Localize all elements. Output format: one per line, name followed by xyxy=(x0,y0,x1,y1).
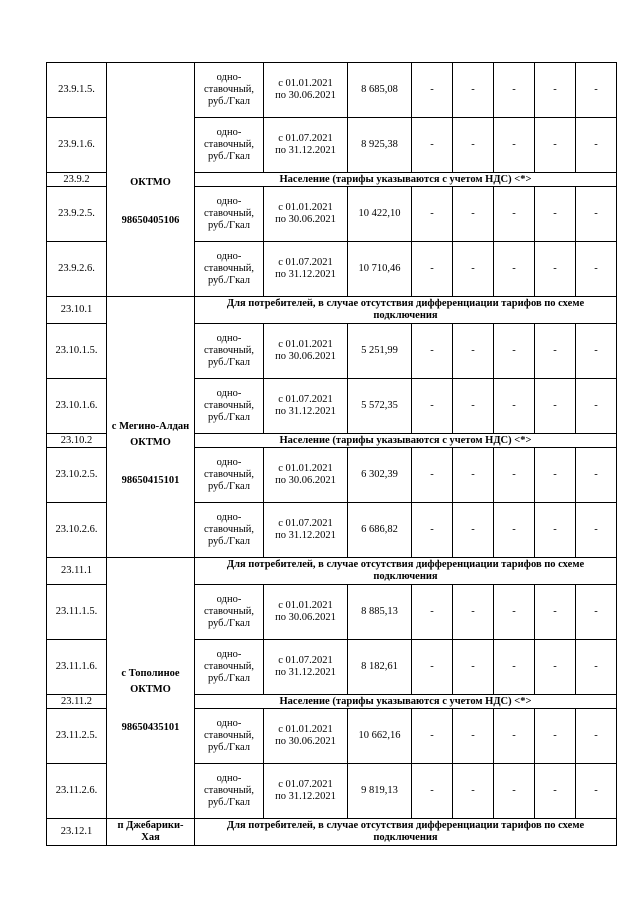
empty-value-dash: - xyxy=(576,585,617,640)
tariff-value: 8 685,08 xyxy=(348,63,412,118)
tariff-type-line: ставочный, xyxy=(203,661,255,672)
location-cell xyxy=(107,558,195,819)
empty-value-dash: - xyxy=(576,63,617,118)
tariff-type-line: ставочный, xyxy=(203,785,255,796)
row-code: 23.11.2.6. xyxy=(47,764,107,819)
empty-value-dash: - xyxy=(494,187,535,242)
empty-value-dash: - xyxy=(453,118,494,173)
empty-value-dash: - xyxy=(412,448,453,503)
empty-value-dash: - xyxy=(535,118,576,173)
oktmo-label: ОКТМО xyxy=(130,177,171,188)
period-line: с 01.01.2021 xyxy=(278,202,333,213)
empty-value-dash: - xyxy=(412,709,453,764)
tariff-type-line: руб./Гкал xyxy=(207,618,251,629)
tariff-type-line: руб./Гкал xyxy=(207,412,251,423)
empty-value-dash: - xyxy=(453,448,494,503)
location-name: с Тополиное xyxy=(121,668,180,679)
period-line: по 31.12.2021 xyxy=(275,667,336,678)
tariff-type-line: ставочный, xyxy=(203,606,255,617)
empty-value-dash: - xyxy=(576,379,617,434)
tariff-type-line: ставочный, xyxy=(203,730,255,741)
tariff-value: 9 819,13 xyxy=(348,764,412,819)
row-code: 23.10.1.6. xyxy=(47,379,107,434)
empty-value-dash: - xyxy=(412,242,453,297)
tariff-type-line: руб./Гкал xyxy=(207,742,251,753)
empty-value-dash: - xyxy=(535,764,576,819)
period-line: по 31.12.2021 xyxy=(275,269,336,280)
tariff-type-line: руб./Гкал xyxy=(207,481,251,492)
empty-value-dash: - xyxy=(535,503,576,558)
tariff-type xyxy=(195,63,264,118)
empty-value-dash: - xyxy=(494,503,535,558)
empty-value-dash: - xyxy=(494,585,535,640)
period xyxy=(264,187,348,242)
section-header-row xyxy=(47,297,617,324)
period xyxy=(264,379,348,434)
empty-value-dash: - xyxy=(535,63,576,118)
empty-value-dash: - xyxy=(453,63,494,118)
row-code: 23.10.1.5. xyxy=(47,324,107,379)
tariff-type-line: одно- xyxy=(216,457,242,468)
empty-value-dash: - xyxy=(494,709,535,764)
period-line: по 30.06.2021 xyxy=(275,90,336,101)
row-code: 23.9.1.6. xyxy=(47,118,107,173)
location-cell xyxy=(107,819,195,846)
tariff-type-line: одно- xyxy=(216,127,242,138)
period xyxy=(264,503,348,558)
tariff-value: 8 182,61 xyxy=(348,640,412,695)
empty-value-dash: - xyxy=(412,585,453,640)
tariff-type-line: одно- xyxy=(216,388,242,399)
tariff-type-line: одно- xyxy=(216,512,242,523)
empty-value-dash: - xyxy=(494,640,535,695)
period-line: с 01.07.2021 xyxy=(278,257,333,268)
section-header: Для потребителей, в случае отсутствия дифференциации тарифов по схеме подключения xyxy=(195,819,617,846)
tariff-type xyxy=(195,379,264,434)
tariff-type-line: ставочный, xyxy=(203,208,255,219)
period xyxy=(264,585,348,640)
period-line: по 30.06.2021 xyxy=(275,612,336,623)
empty-value-dash: - xyxy=(576,118,617,173)
period-line: по 30.06.2021 xyxy=(275,475,336,486)
empty-value-dash: - xyxy=(453,585,494,640)
tariff-type-line: ставочный, xyxy=(203,139,255,150)
section-header: Для потребителей, в случае отсутствия дифференциации тарифов по схеме подключения xyxy=(195,558,617,585)
tariff-value: 10 422,10 xyxy=(348,187,412,242)
row-code: 23.11.1 xyxy=(47,558,107,585)
period-line: с 01.01.2021 xyxy=(278,600,333,611)
empty-value-dash: - xyxy=(576,503,617,558)
oktmo-code: 98650435101 xyxy=(121,722,180,733)
period-line: с 01.07.2021 xyxy=(278,518,333,529)
empty-value-dash: - xyxy=(453,709,494,764)
tariff-type-line: руб./Гкал xyxy=(207,220,251,231)
empty-value-dash: - xyxy=(494,242,535,297)
row-code: 23.11.2 xyxy=(47,695,107,709)
location-cell xyxy=(107,63,195,297)
empty-value-dash: - xyxy=(494,324,535,379)
tariff-type-line: руб./Гкал xyxy=(207,96,251,107)
tariff-type-line: ставочный, xyxy=(203,469,255,480)
tariff-type-line: руб./Гкал xyxy=(207,536,251,547)
empty-value-dash: - xyxy=(576,640,617,695)
tariff-type-line: ставочный, xyxy=(203,84,255,95)
row-code: 23.10.2.6. xyxy=(47,503,107,558)
section-header: Население (тарифы указываются с учетом НДС) <*> xyxy=(195,434,617,448)
row-code: 23.11.2.5. xyxy=(47,709,107,764)
tariff-type-line: одно- xyxy=(216,333,242,344)
empty-value-dash: - xyxy=(453,640,494,695)
period-line: с 01.01.2021 xyxy=(278,78,333,89)
tariff-type xyxy=(195,709,264,764)
empty-value-dash: - xyxy=(535,448,576,503)
tariff-type xyxy=(195,187,264,242)
tariff-type-line: одно- xyxy=(216,72,242,83)
oktmo-label: ОКТМО xyxy=(130,684,171,695)
period-line: с 01.07.2021 xyxy=(278,394,333,405)
period-line: по 30.06.2021 xyxy=(275,736,336,747)
tariff-value: 6 686,82 xyxy=(348,503,412,558)
empty-value-dash: - xyxy=(412,764,453,819)
period-line: с 01.07.2021 xyxy=(278,779,333,790)
empty-value-dash: - xyxy=(576,448,617,503)
period xyxy=(264,63,348,118)
empty-value-dash: - xyxy=(412,324,453,379)
row-code: 23.10.1 xyxy=(47,297,107,324)
empty-value-dash: - xyxy=(453,324,494,379)
tariff-value: 10 662,16 xyxy=(348,709,412,764)
empty-value-dash: - xyxy=(412,379,453,434)
tariff-type-line: ставочный, xyxy=(203,345,255,356)
tariff-type-line: ставочный, xyxy=(203,263,255,274)
empty-value-dash: - xyxy=(494,764,535,819)
empty-value-dash: - xyxy=(453,242,494,297)
empty-value-dash: - xyxy=(453,187,494,242)
row-code: 23.11.1.6. xyxy=(47,640,107,695)
row-code: 23.9.2 xyxy=(47,173,107,187)
period-line: по 31.12.2021 xyxy=(275,145,336,156)
empty-value-dash: - xyxy=(453,379,494,434)
table-row xyxy=(47,63,617,118)
row-code: 23.9.2.6. xyxy=(47,242,107,297)
period xyxy=(264,242,348,297)
tariff-table xyxy=(46,62,617,846)
empty-value-dash: - xyxy=(494,63,535,118)
period xyxy=(264,118,348,173)
empty-value-dash: - xyxy=(494,379,535,434)
tariff-type xyxy=(195,640,264,695)
tariff-type-line: одно- xyxy=(216,196,242,207)
tariff-type-line: руб./Гкал xyxy=(207,151,251,162)
section-header: Население (тарифы указываются с учетом НДС) <*> xyxy=(195,173,617,187)
location-name: с Мегино-Алдан xyxy=(111,421,190,432)
tariff-type xyxy=(195,448,264,503)
row-code: 23.9.2.5. xyxy=(47,187,107,242)
empty-value-dash: - xyxy=(576,242,617,297)
empty-value-dash: - xyxy=(576,764,617,819)
row-code: 23.12.1 xyxy=(47,819,107,846)
period-line: по 31.12.2021 xyxy=(275,791,336,802)
empty-value-dash: - xyxy=(535,709,576,764)
tariff-type xyxy=(195,324,264,379)
tariff-type-line: ставочный, xyxy=(203,400,255,411)
tariff-type-line: руб./Гкал xyxy=(207,275,251,286)
tariff-type-line: одно- xyxy=(216,718,242,729)
empty-value-dash: - xyxy=(453,503,494,558)
tariff-value: 6 302,39 xyxy=(348,448,412,503)
row-code: 23.10.2.5. xyxy=(47,448,107,503)
tariff-value: 8 885,13 xyxy=(348,585,412,640)
row-code: 23.10.2 xyxy=(47,434,107,448)
empty-value-dash: - xyxy=(453,764,494,819)
tariff-type-line: одно- xyxy=(216,773,242,784)
tariff-type-line: руб./Гкал xyxy=(207,797,251,808)
location-cell xyxy=(107,297,195,558)
location-name: п Джебарики-Хая xyxy=(117,820,184,843)
tariff-type xyxy=(195,585,264,640)
tariff-type-line: руб./Гкал xyxy=(207,673,251,684)
empty-value-dash: - xyxy=(535,640,576,695)
period-line: по 30.06.2021 xyxy=(275,214,336,225)
empty-value-dash: - xyxy=(412,503,453,558)
section-header-row xyxy=(47,819,617,846)
row-code: 23.9.1.5. xyxy=(47,63,107,118)
tariff-type-line: одно- xyxy=(216,649,242,660)
section-header: Для потребителей, в случае отсутствия дифференциации тарифов по схеме подключения xyxy=(195,297,617,324)
empty-value-dash: - xyxy=(412,63,453,118)
tariff-type-line: руб./Гкал xyxy=(207,357,251,368)
empty-value-dash: - xyxy=(412,640,453,695)
empty-value-dash: - xyxy=(576,324,617,379)
period-line: по 30.06.2021 xyxy=(275,351,336,362)
empty-value-dash: - xyxy=(535,379,576,434)
tariff-type-line: одно- xyxy=(216,251,242,262)
tariff-type xyxy=(195,503,264,558)
period xyxy=(264,640,348,695)
section-header: Население (тарифы указываются с учетом НДС) <*> xyxy=(195,695,617,709)
empty-value-dash: - xyxy=(535,187,576,242)
period xyxy=(264,709,348,764)
tariff-table-body xyxy=(47,63,617,846)
oktmo-label: ОКТМО xyxy=(130,437,171,448)
tariff-type xyxy=(195,242,264,297)
period-line: с 01.01.2021 xyxy=(278,463,333,474)
tariff-type-line: одно- xyxy=(216,594,242,605)
section-header-row xyxy=(47,558,617,585)
period-line: по 31.12.2021 xyxy=(275,406,336,417)
empty-value-dash: - xyxy=(494,448,535,503)
tariff-type-line: ставочный, xyxy=(203,524,255,535)
empty-value-dash: - xyxy=(535,242,576,297)
period-line: с 01.07.2021 xyxy=(278,655,333,666)
row-code: 23.11.1.5. xyxy=(47,585,107,640)
oktmo-code: 98650415101 xyxy=(121,475,180,486)
oktmo-code: 98650405106 xyxy=(121,215,180,226)
period-line: по 31.12.2021 xyxy=(275,530,336,541)
tariff-type xyxy=(195,764,264,819)
empty-value-dash: - xyxy=(412,187,453,242)
empty-value-dash: - xyxy=(576,709,617,764)
empty-value-dash: - xyxy=(412,118,453,173)
tariff-value: 5 251,99 xyxy=(348,324,412,379)
tariff-value: 5 572,35 xyxy=(348,379,412,434)
period xyxy=(264,764,348,819)
period-line: с 01.01.2021 xyxy=(278,339,333,350)
tariff-value: 10 710,46 xyxy=(348,242,412,297)
period xyxy=(264,448,348,503)
empty-value-dash: - xyxy=(535,324,576,379)
tariff-type xyxy=(195,118,264,173)
period xyxy=(264,324,348,379)
period-line: с 01.01.2021 xyxy=(278,724,333,735)
tariff-value: 8 925,38 xyxy=(348,118,412,173)
empty-value-dash: - xyxy=(494,118,535,173)
empty-value-dash: - xyxy=(576,187,617,242)
empty-value-dash: - xyxy=(535,585,576,640)
period-line: с 01.07.2021 xyxy=(278,133,333,144)
